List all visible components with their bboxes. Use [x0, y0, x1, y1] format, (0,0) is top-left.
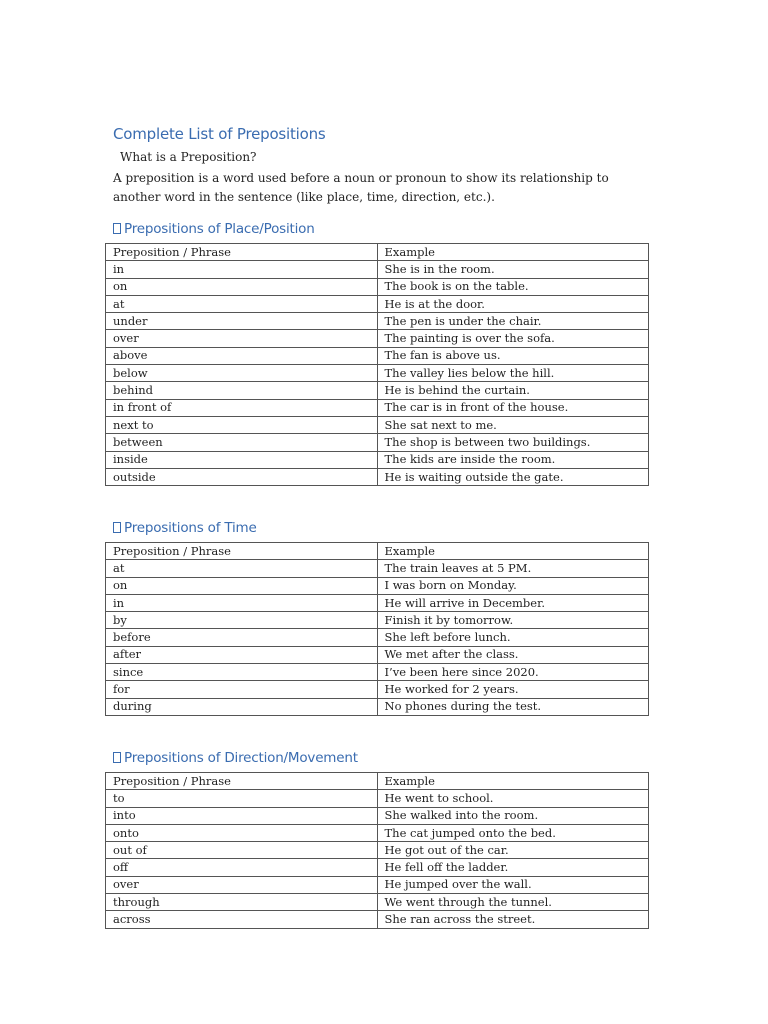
cell-preposition: in — [106, 261, 378, 278]
cell-example: She left before lunch. — [377, 629, 649, 646]
table-row — [106, 824, 649, 841]
box-placeholder-icon — [113, 752, 121, 763]
cell-example: She sat next to me. — [377, 416, 649, 433]
table-row — [106, 842, 649, 859]
cell-preposition: to — [106, 790, 378, 807]
cell-example: The pen is under the chair. — [377, 313, 649, 330]
table-row — [106, 577, 649, 594]
cell-example: I’ve been here since 2020. — [377, 664, 649, 681]
table-row — [106, 807, 649, 824]
table-row — [106, 399, 649, 416]
cell-preposition: next to — [106, 416, 378, 433]
cell-example: The cat jumped onto the bed. — [377, 824, 649, 841]
table-row — [106, 698, 649, 715]
box-placeholder-icon — [113, 223, 121, 234]
table-row — [106, 347, 649, 364]
cell-preposition: at — [106, 295, 378, 312]
cell-example: He is waiting outside the gate. — [377, 468, 649, 485]
table-header-row — [106, 543, 649, 560]
cell-example: He worked for 2 years. — [377, 681, 649, 698]
header-example: Example — [377, 244, 649, 261]
cell-preposition: after — [106, 646, 378, 663]
table-header-row — [106, 244, 649, 261]
cell-preposition: by — [106, 612, 378, 629]
cell-preposition: during — [106, 698, 378, 715]
cell-example: The book is on the table. — [377, 278, 649, 295]
cell-example: She walked into the room. — [377, 807, 649, 824]
cell-example: The car is in front of the house. — [377, 399, 649, 416]
cell-preposition: off — [106, 859, 378, 876]
header-preposition: Preposition / Phrase — [106, 773, 378, 790]
table-row — [106, 876, 649, 893]
table-direction — [105, 772, 649, 929]
box-placeholder-icon — [113, 522, 121, 533]
cell-preposition: below — [106, 365, 378, 382]
table-row — [106, 629, 649, 646]
cell-preposition: into — [106, 807, 378, 824]
table-place — [105, 243, 649, 486]
section-heading-place — [113, 221, 315, 237]
section-heading-time — [113, 520, 257, 536]
cell-example: The fan is above us. — [377, 347, 649, 364]
table-row — [106, 261, 649, 278]
cell-example: The train leaves at 5 PM. — [377, 560, 649, 577]
cell-example: We met after the class. — [377, 646, 649, 663]
table-row — [106, 790, 649, 807]
cell-example: We went through the tunnel. — [377, 894, 649, 911]
table-row — [106, 859, 649, 876]
section-heading-text: Prepositions of Time — [124, 520, 257, 536]
table-row — [106, 295, 649, 312]
table-time — [105, 542, 649, 716]
cell-example: He will arrive in December. — [377, 594, 649, 611]
header-preposition: Preposition / Phrase — [106, 244, 378, 261]
cell-example: He got out of the car. — [377, 842, 649, 859]
table-row — [106, 330, 649, 347]
table-row — [106, 560, 649, 577]
cell-example: Finish it by tomorrow. — [377, 612, 649, 629]
cell-example: The shop is between two buildings. — [377, 434, 649, 451]
cell-preposition: over — [106, 330, 378, 347]
cell-preposition: onto — [106, 824, 378, 841]
table-row — [106, 646, 649, 663]
table-row — [106, 365, 649, 382]
cell-preposition: behind — [106, 382, 378, 399]
cell-preposition: above — [106, 347, 378, 364]
cell-preposition: in — [106, 594, 378, 611]
header-preposition: Preposition / Phrase — [106, 543, 378, 560]
table-row — [106, 681, 649, 698]
cell-example: He fell off the ladder. — [377, 859, 649, 876]
table-row — [106, 594, 649, 611]
cell-example: He went to school. — [377, 790, 649, 807]
cell-preposition: on — [106, 278, 378, 295]
page-title: Complete List of Prepositions — [113, 125, 326, 143]
cell-preposition: over — [106, 876, 378, 893]
cell-example: She is in the room. — [377, 261, 649, 278]
intro-paragraph: A preposition is a word used before a noun or pronoun to show its relationship to another word in the sentence (like place, time, direction, etc.). — [113, 171, 609, 204]
cell-example: I was born on Monday. — [377, 577, 649, 594]
table-row — [106, 911, 649, 928]
cell-preposition: for — [106, 681, 378, 698]
cell-example: The kids are inside the room. — [377, 451, 649, 468]
table-row — [106, 313, 649, 330]
cell-preposition: outside — [106, 468, 378, 485]
section-heading-text: Prepositions of Direction/Movement — [124, 750, 358, 766]
section-heading-direction — [113, 750, 358, 766]
table-row — [106, 451, 649, 468]
table-row — [106, 434, 649, 451]
cell-example: He is behind the curtain. — [377, 382, 649, 399]
cell-preposition: through — [106, 894, 378, 911]
question-text: What is a Preposition? — [120, 150, 257, 164]
cell-example: No phones during the test. — [377, 698, 649, 715]
table-row — [106, 382, 649, 399]
cell-preposition: since — [106, 664, 378, 681]
table-header-row — [106, 773, 649, 790]
section-heading-text: Prepositions of Place/Position — [124, 221, 315, 237]
cell-preposition: across — [106, 911, 378, 928]
cell-example: The valley lies below the hill. — [377, 365, 649, 382]
table-row — [106, 278, 649, 295]
cell-preposition: at — [106, 560, 378, 577]
cell-preposition: between — [106, 434, 378, 451]
cell-example: The painting is over the sofa. — [377, 330, 649, 347]
table-row — [106, 664, 649, 681]
cell-example: She ran across the street. — [377, 911, 649, 928]
header-example: Example — [377, 543, 649, 560]
cell-preposition: out of — [106, 842, 378, 859]
cell-example: He jumped over the wall. — [377, 876, 649, 893]
cell-preposition: under — [106, 313, 378, 330]
header-example: Example — [377, 773, 649, 790]
cell-preposition: in front of — [106, 399, 378, 416]
table-row — [106, 468, 649, 485]
table-row — [106, 894, 649, 911]
cell-preposition: on — [106, 577, 378, 594]
table-row — [106, 416, 649, 433]
table-row — [106, 612, 649, 629]
cell-preposition: before — [106, 629, 378, 646]
cell-example: He is at the door. — [377, 295, 649, 312]
cell-preposition: inside — [106, 451, 378, 468]
